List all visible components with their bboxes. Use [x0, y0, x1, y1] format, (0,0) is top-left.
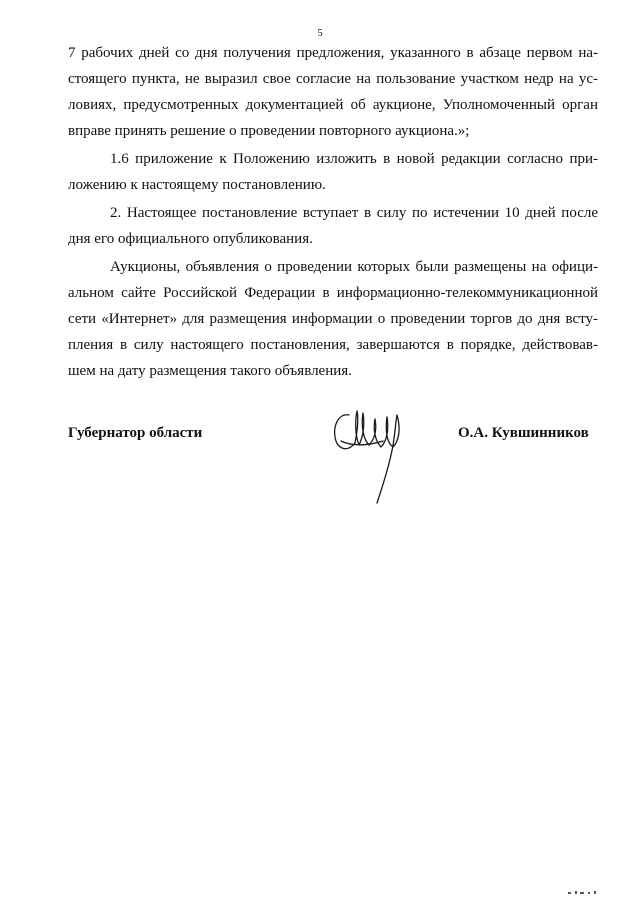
handwritten-signature-icon	[325, 395, 415, 510]
text-line: ловиях, предусмотренных документацией об аукционе, Уполномоченный орган	[68, 97, 598, 113]
paragraph-item-1-6	[68, 146, 598, 198]
signatory-role: Губернатор области	[68, 425, 203, 441]
text-line: ложению к настоящему постановлению.	[68, 177, 326, 193]
signatory-name: О.А. Кувшинников	[458, 425, 589, 441]
text-line: дня его официального опубликования.	[68, 231, 313, 247]
text-line: стоящего пункта, не выразил свое согласие на пользование участком недр на ус-	[68, 71, 598, 87]
page-number: 5	[317, 28, 323, 39]
paragraph-continuation	[68, 40, 598, 144]
scan-artifact-mark	[568, 890, 608, 896]
text-line: вправе принять решение о проведении повторного аукциона.»;	[68, 123, 470, 139]
text-line: Аукционы, объявления о проведении которых были размещены на офици-	[110, 259, 598, 275]
text-line: сети «Интернет» для размещения информации о проведении торгов до дня всту-	[68, 311, 598, 327]
paragraph-auctions	[68, 254, 598, 384]
text-line: пления в силу настоящего постановления, завершаются в порядке, действовав-	[68, 337, 598, 353]
paragraph-item-2	[68, 200, 598, 252]
text-line: 1.6 приложение к Положению изложить в новой редакции согласно при-	[110, 151, 598, 167]
text-line: альном сайте Российской Федерации в информационно-телекоммуникационной	[68, 285, 598, 301]
text-line: 7 рабочих дней со дня получения предложения, указанного в абзаце первом на-	[68, 45, 598, 61]
document-body	[68, 40, 598, 384]
text-line: 2. Настоящее постановление вступает в силу по истечении 10 дней после	[110, 205, 598, 221]
text-line: шем на дату размещения такого объявления.	[68, 363, 352, 379]
